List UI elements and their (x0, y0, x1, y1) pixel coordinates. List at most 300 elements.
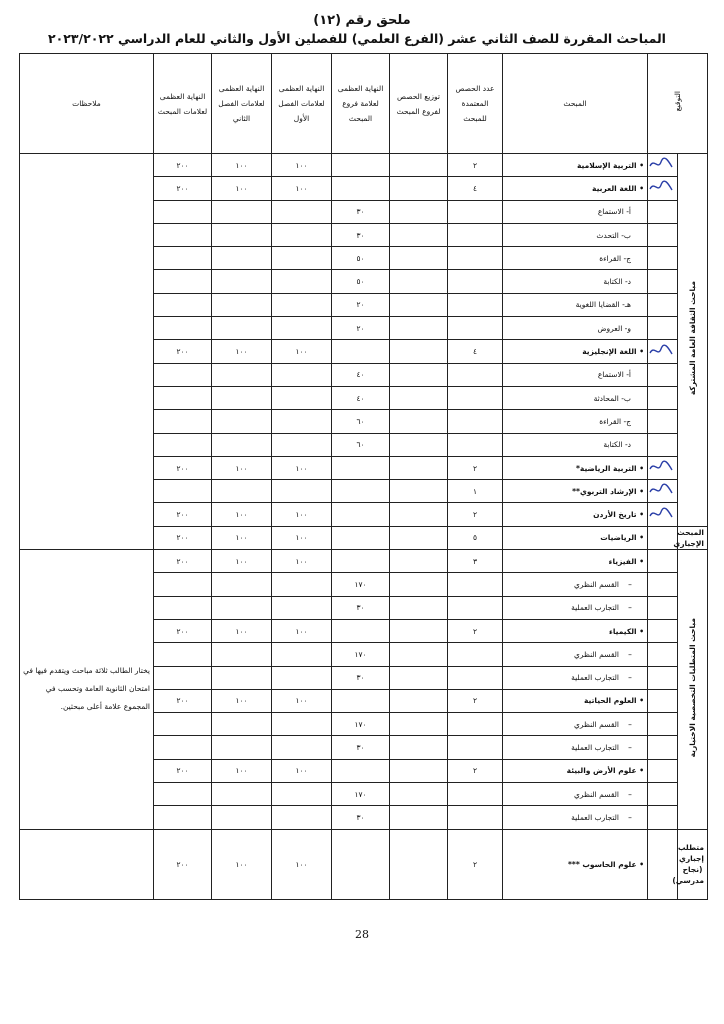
dash-marker: – (628, 649, 632, 659)
distribution-cell (390, 643, 448, 666)
total-max-cell (154, 806, 212, 829)
sem1-max-cell (272, 596, 332, 619)
hours-cell: ٤ (448, 177, 503, 200)
handwritten-signature (648, 156, 674, 172)
sem2-max-cell: ١٠٠ (212, 526, 272, 549)
subject-name: القسم النظري (573, 649, 619, 659)
distribution-cell (390, 783, 448, 806)
subject-name: • الإرشاد التربوي** (572, 486, 644, 496)
header-subject: المبحث (503, 54, 648, 154)
branch-max-cell (332, 456, 390, 479)
branch-max-cell: ٣٠ (332, 596, 390, 619)
total-max-cell (154, 317, 212, 340)
subject-cell (503, 526, 648, 549)
branch-max-cell: ٥٠ (332, 270, 390, 293)
subject-name: القسم النظري (573, 789, 619, 799)
document-header (0, 12, 724, 47)
branch-max-cell (332, 526, 390, 549)
signature-cell (648, 270, 678, 293)
distribution-cell (390, 526, 448, 549)
sem2-max-cell (212, 596, 272, 619)
distribution-cell (390, 200, 448, 223)
page-title: المباحث المقررة للصف الثاني عشر (الفرع العلمي) للفصلين الأول والثاني للعام الدراسي ٢٠٢٣/٢٠٢٢ (48, 31, 666, 46)
header-total-max: النهاية العظمى لعلامات المبحث (154, 54, 212, 154)
sem2-max-cell (212, 386, 272, 409)
signature-cell (648, 317, 678, 340)
subject-name: التجارب العملية (571, 673, 619, 683)
subject-cell (503, 736, 648, 759)
total-max-cell (154, 200, 212, 223)
signature-cell (648, 200, 678, 223)
dash-marker: – (628, 812, 632, 822)
distribution-cell (390, 736, 448, 759)
branch-max-cell: ٣٠ (332, 666, 390, 689)
subject-cell (503, 317, 648, 340)
hours-cell (448, 386, 503, 409)
subject-cell (503, 596, 648, 619)
hours-cell: ٢ (448, 689, 503, 712)
total-max-cell (154, 480, 212, 503)
subject-name: أ- الاستماع (597, 207, 631, 217)
subject-name: ب- المحادثة (593, 393, 631, 403)
header-hours: عدد الحصص المعتمدة للمبحث (448, 54, 503, 154)
total-max-cell (154, 223, 212, 246)
subject-name: • تاريخ الأردن (593, 510, 644, 520)
subject-name: ج- القراءة (599, 253, 631, 263)
page-number: 28 (355, 928, 369, 941)
sem1-max-cell: ١٠٠ (272, 759, 332, 782)
distribution-cell (390, 666, 448, 689)
subject-name: • الرياضيات (600, 533, 644, 543)
branch-max-cell (332, 154, 390, 177)
branch-max-cell: ٦٠ (332, 410, 390, 433)
dash-marker: – (628, 743, 632, 753)
total-max-cell (154, 270, 212, 293)
signature-cell (648, 736, 678, 759)
branch-max-cell: ١٧٠ (332, 573, 390, 596)
subject-cell (503, 363, 648, 386)
group-specialized (678, 550, 708, 830)
dash-marker: – (628, 603, 632, 613)
sem1-max-cell (272, 247, 332, 270)
subject-name: • الكيمياء (609, 626, 644, 636)
sem1-max-cell: ١٠٠ (272, 619, 332, 642)
sem1-max-cell (272, 480, 332, 503)
sem2-max-cell: ١٠٠ (212, 829, 272, 899)
total-max-cell (154, 666, 212, 689)
branch-max-cell: ٦٠ (332, 433, 390, 456)
sem2-max-cell: ١٠٠ (212, 340, 272, 363)
dash-marker: – (628, 673, 632, 683)
signature-cell (648, 503, 678, 526)
sem2-max-cell (212, 783, 272, 806)
subject-name: ب- التحدث (596, 230, 631, 240)
signature-cell (648, 759, 678, 782)
sem2-max-cell (212, 223, 272, 246)
total-max-cell: ٢٠٠ (154, 340, 212, 363)
handwritten-signature (648, 179, 674, 195)
sem2-max-cell: ١٠٠ (212, 154, 272, 177)
signature-cell (648, 783, 678, 806)
sem1-max-cell (272, 386, 332, 409)
subject-name: د- الكتابة (603, 440, 631, 450)
signature-cell (648, 666, 678, 689)
distribution-cell (390, 480, 448, 503)
branch-max-cell: ٣٠ (332, 736, 390, 759)
hours-cell (448, 806, 503, 829)
distribution-cell (390, 596, 448, 619)
sem2-max-cell (212, 573, 272, 596)
signature-cell (648, 456, 678, 479)
signature-cell (648, 363, 678, 386)
subject-cell (503, 200, 648, 223)
branch-max-cell: ٥٠ (332, 247, 390, 270)
subject-cell (503, 177, 648, 200)
distribution-cell (390, 829, 448, 899)
distribution-cell (390, 619, 448, 642)
subject-cell (503, 433, 648, 456)
hours-cell (448, 783, 503, 806)
branch-max-cell (332, 550, 390, 573)
handwritten-signature (648, 482, 674, 498)
hours-cell: ٢ (448, 759, 503, 782)
distribution-cell (390, 503, 448, 526)
signature-cell (648, 689, 678, 712)
subject-cell (503, 573, 648, 596)
subject-name: التجارب العملية (571, 743, 619, 753)
sem1-max-cell (272, 293, 332, 316)
distribution-cell (390, 363, 448, 386)
total-max-cell: ٢٠٠ (154, 619, 212, 642)
hours-cell (448, 596, 503, 619)
signature-cell (648, 386, 678, 409)
hours-cell (448, 317, 503, 340)
total-max-cell (154, 783, 212, 806)
table-body (20, 154, 708, 900)
branch-max-cell: ١٧٠ (332, 643, 390, 666)
group-specialized-label: مباحث المتطلبات التخصصية الاختيارية (688, 618, 697, 758)
group-compulsory: المبحث الإجباري (678, 526, 708, 549)
table-row (20, 829, 708, 899)
header-notes: ملاحظات (20, 54, 154, 154)
signature-cell (648, 643, 678, 666)
hours-cell: ٢ (448, 829, 503, 899)
subject-cell (503, 293, 648, 316)
total-max-cell (154, 363, 212, 386)
signature-cell (648, 713, 678, 736)
sem1-max-cell (272, 433, 332, 456)
handwritten-signature (648, 506, 674, 522)
distribution-cell (390, 340, 448, 363)
hours-cell (448, 713, 503, 736)
total-max-cell (154, 293, 212, 316)
subject-name: • علوم الحاسوب *** (568, 859, 644, 869)
distribution-cell (390, 689, 448, 712)
subject-name: القسم النظري (573, 719, 619, 729)
branch-max-cell (332, 503, 390, 526)
subject-name: هـ- القضايا اللغوية (575, 300, 631, 310)
subject-cell (503, 619, 648, 642)
sem2-max-cell (212, 736, 272, 759)
signature-cell (648, 410, 678, 433)
subject-name: التجارب العملية (571, 812, 619, 822)
sem2-max-cell (212, 317, 272, 340)
branch-max-cell: ٢٠ (332, 293, 390, 316)
signature-cell (648, 573, 678, 596)
distribution-cell (390, 806, 448, 829)
subject-cell (503, 503, 648, 526)
sem2-max-cell (212, 247, 272, 270)
header-distribution: توزيع الحصص لفروع المبحث (390, 54, 448, 154)
subject-cell (503, 270, 648, 293)
sem2-max-cell: ١٠٠ (212, 619, 272, 642)
subject-cell (503, 456, 648, 479)
total-max-cell: ٢٠٠ (154, 829, 212, 899)
branch-max-cell (332, 340, 390, 363)
handwritten-signature (648, 459, 674, 475)
hours-cell: ٢ (448, 456, 503, 479)
branch-max-cell: ١٧٠ (332, 713, 390, 736)
total-max-cell: ٢٠٠ (154, 759, 212, 782)
sem2-max-cell (212, 293, 272, 316)
subject-cell (503, 247, 648, 270)
subject-name: القسم النظري (573, 579, 619, 589)
sem2-max-cell (212, 200, 272, 223)
total-max-cell: ٢٠٠ (154, 526, 212, 549)
distribution-cell (390, 713, 448, 736)
total-max-cell (154, 247, 212, 270)
sem1-max-cell: ١٠٠ (272, 526, 332, 549)
sem1-max-cell (272, 643, 332, 666)
branch-max-cell: ٣٠ (332, 223, 390, 246)
subject-name: • اللغة الإنجليزية (582, 347, 644, 357)
sem2-max-cell: ١٠٠ (212, 759, 272, 782)
subject-name: • الفيزياء (608, 556, 644, 566)
subjects-table (19, 53, 708, 900)
subject-name: التجارب العملية (571, 603, 619, 613)
sem1-max-cell: ١٠٠ (272, 340, 332, 363)
sem1-max-cell (272, 200, 332, 223)
total-max-cell: ٢٠٠ (154, 154, 212, 177)
sem2-max-cell: ١٠٠ (212, 503, 272, 526)
total-max-cell: ٢٠٠ (154, 177, 212, 200)
branch-max-cell: ٤٠ (332, 386, 390, 409)
subject-name: • العلوم الحياتية (584, 696, 644, 706)
subject-name: • التربية الرياضية* (575, 463, 644, 473)
group-common (678, 154, 708, 527)
sem2-max-cell (212, 806, 272, 829)
sem2-max-cell (212, 433, 272, 456)
hours-cell: ١ (448, 480, 503, 503)
sem1-max-cell (272, 573, 332, 596)
notes-cell: يختار الطالب ثلاثة مباحث ويتقدم فيها في امتحان الثانوية العامة وتحسب في المجموع علامة أعلى مبحثين. (20, 550, 154, 830)
signature-cell (648, 806, 678, 829)
header-signature: التوقيع (648, 54, 708, 154)
header-sem2-max: النهاية العظمى لعلامات الفصل الثاني (212, 54, 272, 154)
sem2-max-cell (212, 713, 272, 736)
sem1-max-cell: ١٠٠ (272, 154, 332, 177)
branch-max-cell: ٤٠ (332, 363, 390, 386)
subject-cell (503, 689, 648, 712)
total-max-cell: ٢٠٠ (154, 456, 212, 479)
sem1-max-cell (272, 363, 332, 386)
signature-cell (648, 526, 678, 549)
dash-marker: – (628, 789, 632, 799)
hours-cell (448, 573, 503, 596)
sem2-max-cell: ١٠٠ (212, 689, 272, 712)
table-row (20, 154, 708, 177)
annex-label: ملحق رقم (١٢) (313, 13, 411, 28)
sem2-max-cell (212, 480, 272, 503)
sem2-max-cell (212, 270, 272, 293)
subject-cell (503, 759, 648, 782)
notes-cell (20, 154, 154, 550)
subject-cell (503, 666, 648, 689)
sem1-max-cell (272, 713, 332, 736)
table-row (20, 550, 708, 573)
branch-max-cell: ٢٠ (332, 317, 390, 340)
total-max-cell (154, 386, 212, 409)
sem2-max-cell (212, 643, 272, 666)
distribution-cell (390, 223, 448, 246)
hours-cell (448, 736, 503, 759)
signature-cell (648, 829, 678, 899)
subject-cell (503, 410, 648, 433)
hours-cell: ٤ (448, 340, 503, 363)
sem2-max-cell (212, 410, 272, 433)
sem1-max-cell: ١٠٠ (272, 177, 332, 200)
total-max-cell: ٢٠٠ (154, 503, 212, 526)
total-max-cell (154, 596, 212, 619)
branch-max-cell: ٣٠ (332, 200, 390, 223)
branch-max-cell (332, 759, 390, 782)
signature-cell (648, 550, 678, 573)
signature-cell (648, 433, 678, 456)
branch-max-cell: ١٧٠ (332, 783, 390, 806)
notes-cell (20, 829, 154, 899)
sem1-max-cell (272, 270, 332, 293)
signature-cell (648, 340, 678, 363)
signature-cell (648, 480, 678, 503)
hours-cell (448, 666, 503, 689)
hours-cell (448, 293, 503, 316)
hours-cell: ٥ (448, 526, 503, 549)
total-max-cell (154, 643, 212, 666)
subject-cell (503, 480, 648, 503)
hours-cell: ٢ (448, 154, 503, 177)
sem1-max-cell (272, 806, 332, 829)
sem2-max-cell: ١٠٠ (212, 550, 272, 573)
signature-cell (648, 154, 678, 177)
distribution-cell (390, 759, 448, 782)
sem1-max-cell: ١٠٠ (272, 689, 332, 712)
hours-cell (448, 643, 503, 666)
distribution-cell (390, 433, 448, 456)
subject-cell (503, 223, 648, 246)
subject-name: ج- القراءة (599, 416, 631, 426)
sem1-max-cell: ١٠٠ (272, 550, 332, 573)
sem2-max-cell: ١٠٠ (212, 177, 272, 200)
total-max-cell: ٢٠٠ (154, 550, 212, 573)
subject-cell (503, 643, 648, 666)
hours-cell (448, 223, 503, 246)
subject-cell (503, 783, 648, 806)
subject-cell (503, 806, 648, 829)
sem1-max-cell (272, 410, 332, 433)
hours-cell (448, 363, 503, 386)
branch-max-cell (332, 619, 390, 642)
branch-max-cell (332, 829, 390, 899)
hours-cell (448, 200, 503, 223)
signature-cell (648, 247, 678, 270)
subject-cell (503, 550, 648, 573)
total-max-cell: ٢٠٠ (154, 689, 212, 712)
distribution-cell (390, 247, 448, 270)
branch-max-cell: ٣٠ (332, 806, 390, 829)
branch-max-cell (332, 177, 390, 200)
header-branch-max: النهاية العظمى لعلامة فروع المبحث (332, 54, 390, 154)
header-sem1-max: النهاية العظمى لعلامات الفصل الأول (272, 54, 332, 154)
sem1-max-cell (272, 783, 332, 806)
sem1-max-cell (272, 736, 332, 759)
sem1-max-cell: ١٠٠ (272, 503, 332, 526)
distribution-cell (390, 270, 448, 293)
signature-cell (648, 293, 678, 316)
hours-cell: ٣ (448, 550, 503, 573)
dash-marker: – (628, 579, 632, 589)
hours-cell (448, 433, 503, 456)
subject-cell (503, 340, 648, 363)
distribution-cell (390, 293, 448, 316)
subject-cell (503, 713, 648, 736)
dash-marker: – (628, 719, 632, 729)
hours-cell (448, 270, 503, 293)
sem1-max-cell (272, 666, 332, 689)
sem1-max-cell: ١٠٠ (272, 829, 332, 899)
subject-cell (503, 386, 648, 409)
subject-name: • علوم الأرض والبيئة (566, 766, 644, 776)
distribution-cell (390, 573, 448, 596)
total-max-cell (154, 713, 212, 736)
distribution-cell (390, 550, 448, 573)
hours-cell (448, 410, 503, 433)
sem1-max-cell (272, 317, 332, 340)
subject-name: و- العروض (597, 323, 631, 333)
handwritten-signature (648, 343, 674, 359)
branch-max-cell (332, 480, 390, 503)
branch-max-cell (332, 689, 390, 712)
distribution-cell (390, 456, 448, 479)
table-header-row (20, 54, 708, 154)
distribution-cell (390, 154, 448, 177)
sem1-max-cell: ١٠٠ (272, 456, 332, 479)
total-max-cell (154, 410, 212, 433)
group-required: متطلب إجباري (نجاح مدرسي) (678, 829, 708, 899)
total-max-cell (154, 736, 212, 759)
subject-cell (503, 829, 648, 899)
total-max-cell (154, 573, 212, 596)
distribution-cell (390, 386, 448, 409)
sem2-max-cell (212, 363, 272, 386)
subject-name: • التربية الإسلامية (576, 160, 644, 170)
distribution-cell (390, 177, 448, 200)
signature-cell (648, 619, 678, 642)
hours-cell (448, 247, 503, 270)
sem2-max-cell: ١٠٠ (212, 456, 272, 479)
signature-cell (648, 596, 678, 619)
subject-name: أ- الاستماع (597, 370, 631, 380)
distribution-cell (390, 317, 448, 340)
